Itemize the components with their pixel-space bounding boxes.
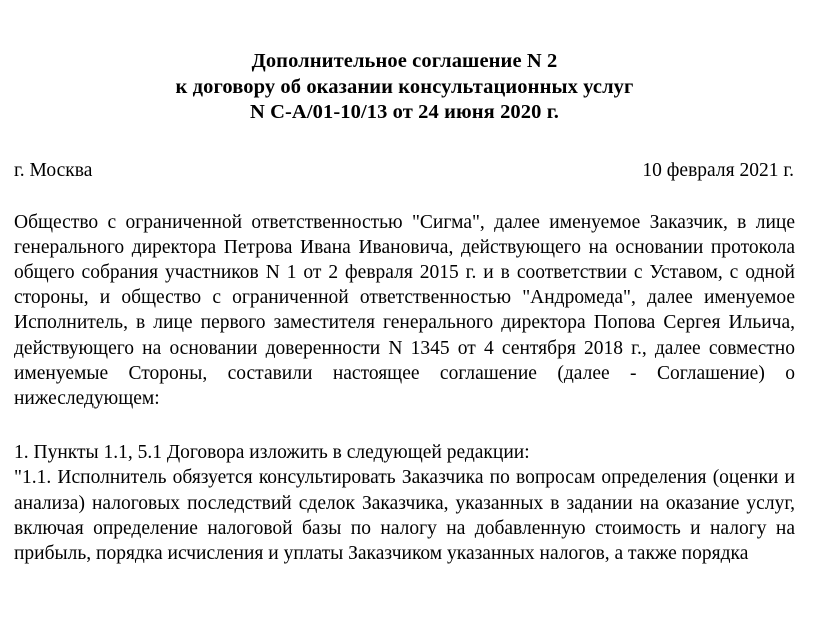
- document-title-line-2: к договору об оказании консультационных услуг: [175, 75, 634, 98]
- document-place: г. Москва: [14, 159, 93, 181]
- document-meta-row: [14, 158, 795, 183]
- document-date: 10 февраля 2021 г.: [642, 159, 794, 181]
- clause-1-body: "1.1. Исполнитель обязуется консультировать Заказчика по вопросам определения (оценки и анализа) налоговых последствий сделок Заказчика, указанных в задании на оказание услуг, включая определение налоговой базы по налогу на добавленную стоимость и налогу на прибыль, порядка исчисления и уплаты Заказчиком указанных налогов, а также порядка: [14, 467, 795, 564]
- document-title: [14, 0, 795, 126]
- preamble-paragraph: Общество с ограниченной ответственностью "Сигма", далее именуемое Заказчик, в лице генерального директора Петрова Ивана Ивановича, действующего на основании протокола общего собрания участников N 1 от 2 февраля 2015 г. и в соответствии с Уставом, с одной стороны, и общество с ограниченной ответственностью "Андромеда", далее именуемое Исполнитель, в лице первого заместителя генерального директора Попова Сергея Ильича, действующего на основании доверенности N 1345 от 4 сентября 2018 г., далее совместно именуемые Стороны, составили настоящее соглашение (далее - Соглашение) о нижеследующем:: [14, 211, 795, 409]
- document-title-line-1: Дополнительное соглашение N 2: [251, 50, 558, 72]
- document-title-line-3: N С-А/01-10/13 от 24 июня 2020 г.: [249, 101, 560, 123]
- clause-1-heading: 1. Пункты 1.1, 5.1 Договора изложить в следующей редакции:: [14, 442, 530, 464]
